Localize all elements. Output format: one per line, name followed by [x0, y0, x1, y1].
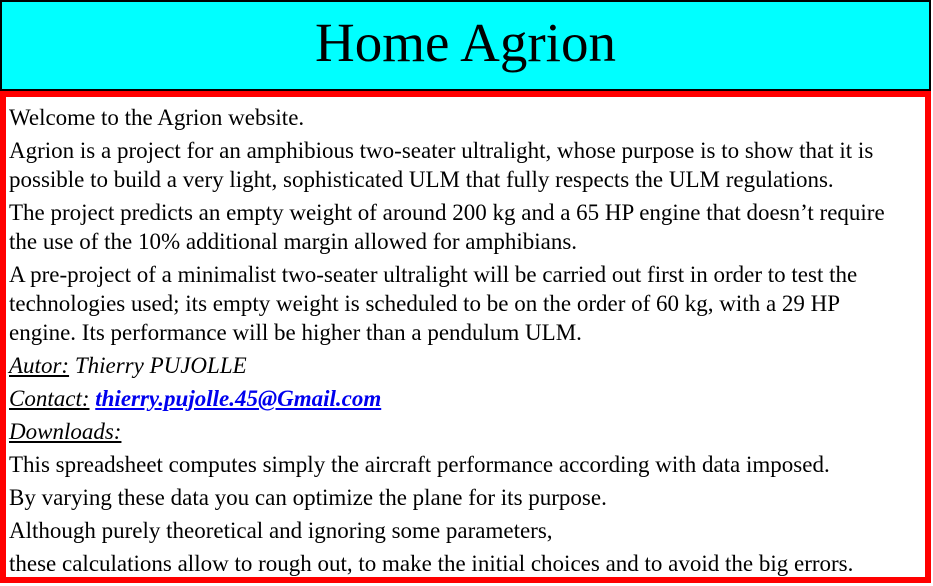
pre-project-description-text: technologies used; its empty weight is scheduled to be on the order of 60 kg, with a 29 HP	[9, 291, 841, 316]
calculations-note-text: these calculations allow to rough out, to make the initial choices and to avoid the big errors.	[9, 551, 854, 576]
pre-project-description-line-1	[9, 260, 919, 289]
contact-line	[9, 384, 919, 413]
page-title: Home Agrion	[315, 12, 616, 73]
downloads-heading	[9, 417, 919, 446]
downloads-heading-line-1	[9, 417, 919, 446]
author-line-text: Autor:	[9, 353, 70, 378]
contact-line-line-1	[9, 384, 919, 413]
optimize-note-text: By varying these data you can optimize the plane for its purpose.	[9, 485, 607, 510]
pre-project-description-line-2	[9, 289, 919, 318]
project-description-text: Agrion is a project for an amphibious two-seater ultralight, whose purpose is to show that it is	[9, 138, 874, 163]
spreadsheet-description-line-1	[9, 450, 919, 479]
intro-welcome-line-1	[9, 103, 919, 132]
project-description-line-2	[9, 165, 919, 194]
spreadsheet-description-text: This spreadsheet computes simply the aircraft performance according with data imposed.	[9, 452, 830, 477]
weight-engine-description-text: The project predicts an empty weight of around 200 kg and a 65 HP engine that doesn’t require	[9, 200, 885, 225]
page-header	[0, 0, 931, 91]
weight-engine-description-line-1	[9, 198, 919, 227]
project-description	[9, 136, 919, 194]
weight-engine-description	[9, 198, 919, 256]
project-description-line-1	[9, 136, 919, 165]
theoretical-note	[9, 516, 919, 545]
pre-project-description-text: A pre-project of a minimalist two-seater ultralight will be carried out first in order to test the	[9, 262, 858, 287]
pre-project-description	[9, 260, 919, 347]
author-line-line-1	[9, 351, 919, 380]
calculations-note-line-1	[9, 549, 919, 578]
pre-project-description-line-3	[9, 318, 919, 347]
project-description-text: possible to build a very light, sophisticated ULM that fully respects the ULM regulations.	[9, 167, 834, 192]
intro-welcome	[9, 103, 919, 132]
calculations-note	[9, 549, 919, 578]
contact-email-link[interactable]: thierry.pujolle.45@Gmail.com	[95, 386, 382, 411]
author-line	[9, 351, 919, 380]
optimize-note-line-1	[9, 483, 919, 512]
optimize-note	[9, 483, 919, 512]
theoretical-note-text: Although purely theoretical and ignoring some parameters,	[9, 518, 553, 543]
spreadsheet-description	[9, 450, 919, 479]
theoretical-note-line-1	[9, 516, 919, 545]
content-panel	[0, 91, 931, 583]
weight-engine-description-line-2	[9, 227, 919, 256]
intro-welcome-text: Welcome to the Agrion website.	[9, 105, 305, 130]
weight-engine-description-text: the use of the 10% additional margin allowed for amphibians.	[9, 229, 578, 254]
downloads-heading-text: Downloads:	[9, 419, 122, 444]
author-line-text: Thierry PUJOLLE	[69, 353, 247, 378]
pre-project-description-text: engine. Its performance will be higher than a pendulum ULM.	[9, 320, 582, 345]
contact-line-text: Contact:	[9, 386, 90, 411]
